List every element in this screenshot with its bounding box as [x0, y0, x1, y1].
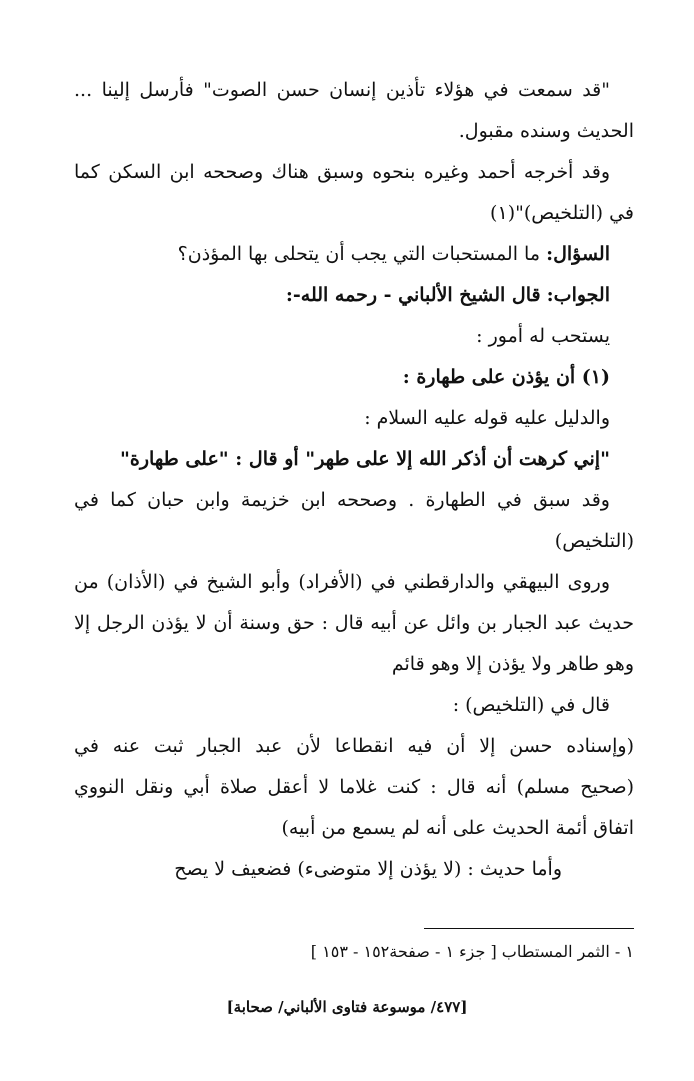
text-line: والدليل عليه قوله عليه السلام :	[364, 407, 610, 429]
text-line: في (التلخيص)"(١)	[490, 202, 634, 224]
text-line: (صحيح مسلم) أنه قال : كنت غلاما لا أعقل صلاة أبي ونقل النووي	[74, 776, 634, 798]
section-heading: (١) أن يؤذن على طهارة :	[402, 366, 610, 388]
question-line	[74, 234, 634, 275]
footnote-divider	[424, 928, 634, 929]
question-text: ما المستحبات التي يجب أن يتحلى بها المؤذن؟	[177, 243, 541, 265]
text-line: وأما حديث : (لا يؤذن إلا متوضىء) فضعيف لا يصح	[174, 858, 562, 880]
answer-line	[74, 275, 634, 316]
footnote: ١ - الثمر المستطاب [ جزء ١ - صفحة١٥٢ - ١٥٣ ]	[310, 942, 634, 961]
text-line: حديث عبد الجبار بن وائل عن أبيه قال : حق وسنة أن لا يؤذن الرجل إلا	[74, 612, 634, 634]
text-line: اتفاق أئمة الحديث على أنه لم يسمع من أبيه)	[281, 817, 634, 839]
text-line: وروى البيهقي والدارقطني في (الأفراد) وأبو الشيخ في (الأذان) من	[74, 571, 610, 593]
text-line: الحديث وسنده مقبول.	[458, 120, 634, 142]
hadith-quote: "إني كرهت أن أذكر الله إلا على طهر" أو قال : "على طهارة"	[120, 448, 610, 470]
page-footer: [٤٧٧/ موسوعة فتاوى الألباني/ صحابة]	[226, 998, 468, 1016]
text-line: وقد أخرجه أحمد وغيره بنحوه وسبق هناك وصححه ابن السكن كما	[74, 161, 610, 183]
text-line: وهو طاهر ولا يؤذن إلا وهو قائم	[391, 653, 634, 675]
text-line: "قد سمعت في هؤلاء تأذين إنسان حسن الصوت" فأرسل إلينا ...	[74, 79, 610, 101]
text-line: يستحب له أمور :	[476, 325, 610, 347]
text-line: قال في (التلخيص) :	[452, 694, 610, 716]
main-text	[74, 70, 634, 890]
text-line: وقد سبق في الطهارة . وصححه ابن خزيمة وابن حبان كما في	[74, 489, 610, 511]
question-label: السؤال:	[546, 243, 610, 265]
answer-text: قال الشيخ الألباني - رحمه الله-:	[285, 284, 541, 306]
text-line: (وإسناده حسن إلا أن فيه انقطاعا لأن عبد الجبار ثبت عنه في	[74, 735, 634, 757]
text-line: (التلخيص)	[554, 530, 634, 552]
answer-label: الجواب:	[546, 284, 610, 306]
